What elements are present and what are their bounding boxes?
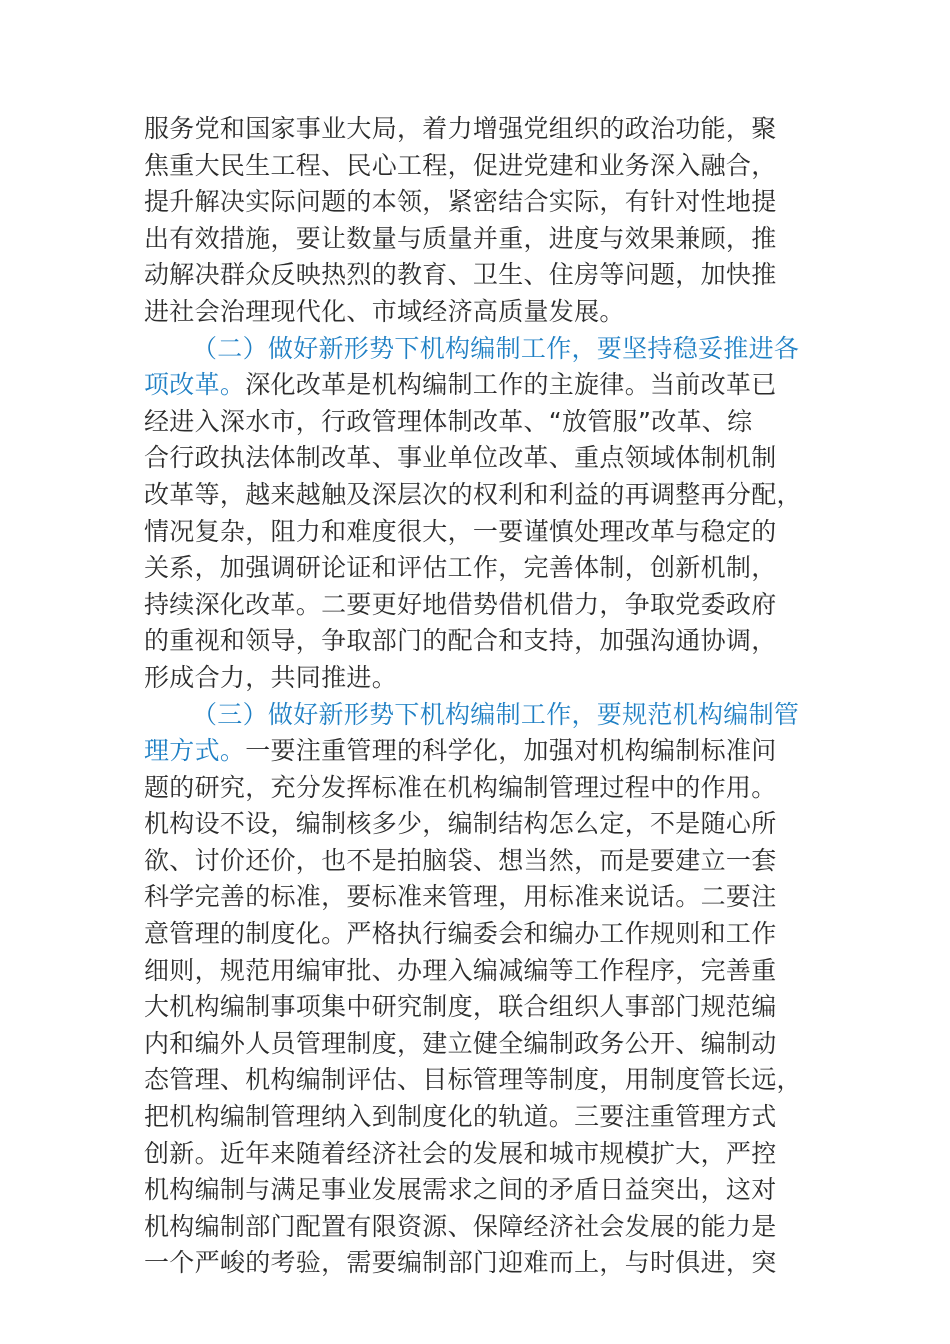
section-heading-3-cont: 理方式。	[144, 736, 246, 766]
text-line	[144, 733, 808, 770]
text-line: 出有效措施，要让数量与质量并重，进度与效果兼顾，推	[144, 223, 777, 253]
paragraph-2	[144, 331, 808, 697]
text-line: 进社会治理现代化、市域经济高质量发展。	[144, 296, 625, 326]
text-line: 机构编制与满足事业发展需求之间的矛盾日益突出，这对	[144, 1175, 777, 1205]
text-line: 合行政执法体制改革、事业单位改革、重点领域体制机制	[144, 443, 777, 473]
text-line: 内和编外人员管理制度，建立健全编制政务公开、编制动	[144, 1028, 777, 1058]
text-line: 情况复杂，阻力和难度很大，一要谨慎处理改革与稳定的	[144, 516, 777, 546]
text-line: 细则，规范用编审批、办理入编减编等工作程序，完善重	[144, 955, 777, 985]
text-line	[144, 367, 808, 404]
text-line: 态管理、机构编制评估、目标管理等制度，用制度管长远，	[144, 1065, 802, 1095]
paragraph-1	[144, 111, 808, 331]
text-line: 持续深化改革。二要更好地借势借机借力，争取党委政府	[144, 589, 777, 619]
text-line: 提升解决实际问题的本领，紧密结合实际，有针对性地提	[144, 187, 777, 217]
document-page	[144, 111, 808, 1282]
section-heading-2-cont: 项改革。	[144, 370, 246, 400]
text-span: 深化改革是机构编制工作的主旋律。当前改革已	[245, 370, 777, 400]
text-line: 经进入深水市，行政管理体制改革、“放管服”改革、综	[144, 406, 753, 436]
text-line: 形成合力，共同推进。	[144, 662, 398, 692]
text-span: 一要注重管理的科学化，加强对机构编制标准问	[245, 736, 777, 766]
text-line: 创新。近年来随着经济社会的发展和城市规模扩大，严控	[144, 1138, 777, 1168]
text-line: 关系，加强调研论证和评估工作，完善体制，创新机制，	[144, 553, 777, 583]
text-line: 改革等，越来越触及深层次的权利和利益的再调整再分配，	[144, 479, 802, 509]
section-heading-2: （二）做好新形势下机构编制工作，要坚持稳妥推进各	[192, 333, 800, 363]
text-line: 一个严峻的考验，需要编制部门迎难而上，与时俱进，突	[144, 1248, 777, 1278]
text-line: 动解决群众反映热烈的教育、卫生、住房等问题，加快推	[144, 260, 777, 290]
text-line: 服务党和国家事业大局，着力增强党组织的政治功能，聚	[144, 114, 777, 143]
text-line: 意管理的制度化。严格执行编委会和编办工作规则和工作	[144, 919, 777, 949]
text-line: 大机构编制事项集中研究制度，联合组织人事部门规范编	[144, 992, 777, 1022]
section-heading-3: （三）做好新形势下机构编制工作，要规范机构编制管	[192, 699, 800, 729]
paragraph-3	[144, 697, 808, 1283]
text-line: 焦重大民生工程、民心工程，促进党建和业务深入融合，	[144, 150, 777, 180]
text-line: 把机构编制管理纳入到制度化的轨道。三要注重管理方式	[144, 1102, 777, 1132]
text-line: 题的研究，充分发挥标准在机构编制管理过程中的作用。	[144, 772, 777, 802]
text-line: 的重视和领导，争取部门的配合和支持，加强沟通协调，	[144, 626, 777, 656]
text-line: 机构编制部门配置有限资源、保障经济社会发展的能力是	[144, 1211, 777, 1241]
text-line: 欲、讨价还价，也不是拍脑袋、想当然，而是要建立一套	[144, 845, 777, 875]
text-line: 科学完善的标准，要标准来管理，用标准来说话。二要注	[144, 882, 777, 912]
text-line: 机构设不设，编制核多少，编制结构怎么定，不是随心所	[144, 809, 777, 839]
